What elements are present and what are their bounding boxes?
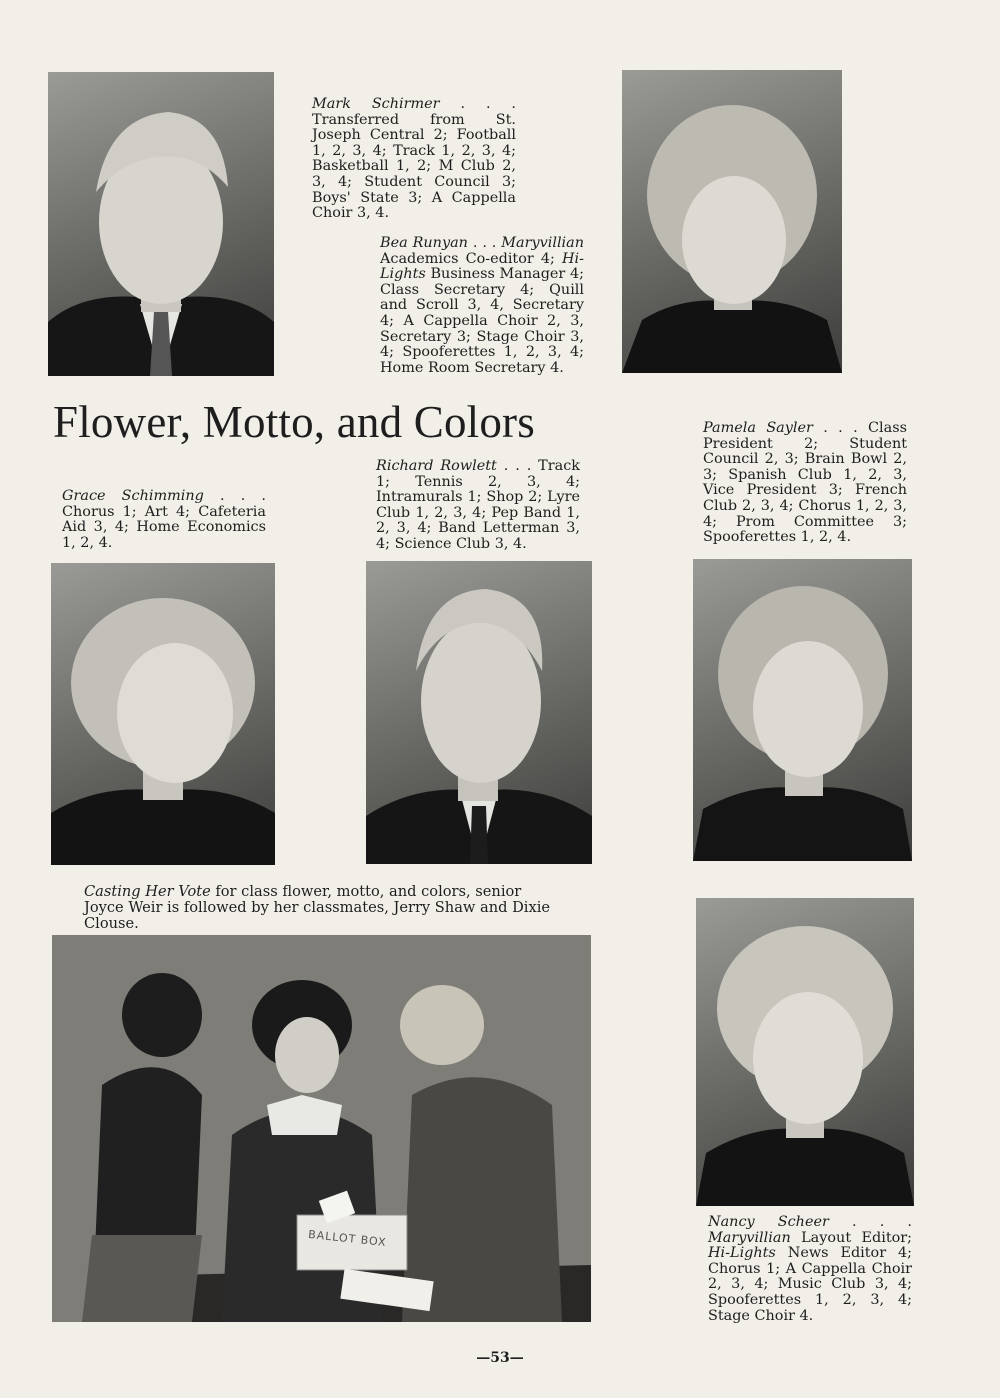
ballot-box-label: BALLOT BOX — [307, 1227, 388, 1250]
portrait-figure — [693, 559, 912, 861]
portrait-figure — [51, 563, 275, 865]
portrait-richard-rowlett — [366, 561, 592, 864]
bio-bea-runyan: Bea Runyan . . . Maryvillian Academics Co-editor 4; Hi-Lights Business Manager 4; Class Secretary 4; Quill and Scroll 3, 4, Secretary 4; A Cappella Choir 2, 3, Secretary 3; Stage Choir 3, 4; Spooferettes 1, 2, 3, 4; Home Room Secretary 4. — [380, 235, 584, 376]
page-number: —53— — [476, 1350, 524, 1366]
group-photo-ballot-box — [52, 935, 591, 1322]
page-title: Flower, Motto, and Colors — [53, 397, 535, 447]
portrait-grace-schimming — [51, 563, 275, 865]
portrait-figure — [622, 70, 842, 373]
portrait-nancy-scheer — [696, 898, 914, 1206]
portrait-bea-runyan — [622, 70, 842, 373]
bio-pamela-sayler: Pamela Sayler . . . Class President 2; Student Council 2, 3; Brain Bowl 2, 3; Spanish Club 1, 2, 3, Vice President 3; French Club 2, 3, 4; Chorus 1, 2, 3, 4; Prom Committee 3; Spooferettes 1, 2, 4. — [703, 420, 907, 546]
bio-nancy-scheer: Nancy Scheer . . . Maryvillian Layout Editor; Hi-Lights News Editor 4; Chorus 1; A Cappella Choir 2, 3, 4; Music Club 3, 4; Spooferettes 1, 2, 3, 4; Stage Choir 4. — [708, 1214, 912, 1324]
photo-caption: Casting Her Vote for class flower, motto, and colors, senior Joyce Weir is followed by her classmates, Jerry Shaw and Dixie Clouse. — [84, 883, 551, 932]
bio-mark-schirmer: Mark Schirmer . . . Transferred from St. Joseph Central 2; Football 1, 2, 3, 4; Track 1, 2, 3, 4; Basketball 1, 2; M Club 2, 3, 4; Student Council 3; Boys' State 3; A Cappella Choir 3, 4. — [312, 96, 517, 222]
bio-grace-schimming: Grace Schimming . . . Chorus 1; Art 4; Cafeteria Aid 3, 4; Home Economics 1, 2, 4. — [62, 488, 266, 551]
portrait-figure — [366, 561, 592, 864]
portrait-mark-schirmer — [48, 72, 274, 376]
portrait-figure — [696, 898, 914, 1206]
portrait-pamela-sayler — [693, 559, 912, 861]
bio-richard-rowlett: Richard Rowlett . . . Track 1; Tennis 2, 3, 4; Intramurals 1; Shop 2; Lyre Club 1, 2, 3, 4; Pep Band 1, 2, 3, 4; Band Letterman 3, 4; Science Club 3, 4. — [376, 458, 581, 552]
group-scene — [52, 935, 591, 1322]
portrait-figure — [48, 72, 274, 376]
